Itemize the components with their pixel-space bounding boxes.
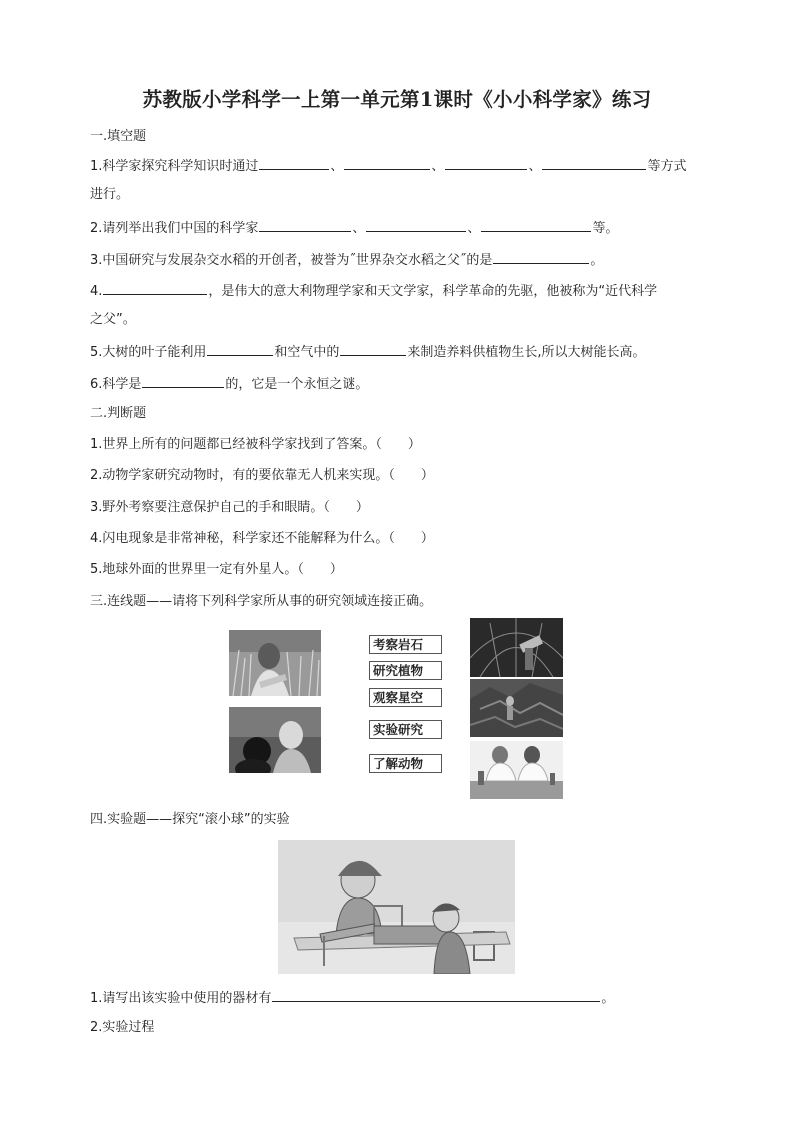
judge-item-5: 5.地球外面的世界里一定有外星人。（ ）	[90, 562, 343, 577]
question-4-1: 1.请写出该实验中使用的器材有 。	[90, 988, 614, 1008]
blank[interactable]	[207, 342, 273, 356]
lab-scientists-photo	[470, 741, 563, 799]
judge-item-1: 1.世界上所有的问题都已经被科学家找到了答案。（ ）	[90, 437, 421, 452]
question-1-5: 5.大树的叶子能利用 和空气中的 来制造养料供植物生长,所以大树能长高。	[90, 342, 646, 362]
question-1-6: 6.科学是 的，它是一个永恒之谜。	[90, 374, 368, 394]
section4-heading: 四.实验题——探究“滚小球”的实验	[90, 812, 290, 827]
question-1-2: 2.请列举出我们中国的科学家 、 、 等。	[90, 218, 618, 238]
judge-item-3: 3.野外考察要注意保护自己的手和眼睛。（ ）	[90, 500, 369, 515]
label-study-animals[interactable]: 了解动物	[369, 754, 442, 773]
rock-cliff-photo	[470, 679, 563, 737]
rolling-ball-illustration	[278, 840, 515, 974]
scientist-rice-photo	[229, 630, 321, 696]
blank[interactable]	[340, 342, 406, 356]
section1-heading: 一.填空题	[90, 129, 147, 144]
label-lab-research[interactable]: 实验研究	[369, 720, 442, 739]
scientist-animal-photo	[229, 707, 321, 773]
blank[interactable]	[445, 156, 527, 170]
page-title: 苏教版小学科学一上第一单元第1课时《小小科学家》练习	[142, 88, 652, 111]
section3-heading: 三.连线题——请将下列科学家所从事的研究领域连接正确。	[90, 594, 433, 609]
blank[interactable]	[272, 988, 600, 1002]
blank[interactable]	[366, 218, 466, 232]
label-observe-stars[interactable]: 观察星空	[369, 688, 442, 707]
question-1-1-cont: 进行。	[90, 187, 130, 202]
label-examine-rocks[interactable]: 考察岩石	[369, 635, 442, 654]
section2-heading: 二.判断题	[90, 406, 147, 421]
blank[interactable]	[493, 250, 589, 264]
question-1-4-cont: 之父”。	[90, 312, 136, 327]
blank[interactable]	[542, 156, 646, 170]
blank[interactable]	[103, 281, 207, 295]
blank[interactable]	[259, 156, 329, 170]
question-1-4: 4. ，是伟大的意大利物理学家和天文学家，科学革命的先驱，他被称为“近代科学	[90, 281, 657, 301]
blank[interactable]	[142, 374, 224, 388]
judge-item-2: 2.动物学家研究动物时，有的要依靠无人机来实现。（ ）	[90, 468, 434, 483]
label-study-plants[interactable]: 研究植物	[369, 661, 442, 680]
blank[interactable]	[344, 156, 430, 170]
judge-item-4: 4.闪电现象是非常神秘，科学家还不能解释为什么。（ ）	[90, 531, 434, 546]
blank[interactable]	[259, 218, 351, 232]
observatory-photo	[470, 618, 563, 677]
blank[interactable]	[481, 218, 591, 232]
question-1-1: 1.科学家探究科学知识时通过 、 、 、 等方式	[90, 156, 686, 176]
question-4-2: 2.实验过程	[90, 1020, 155, 1035]
question-1-3: 3.中国研究与发展杂交水稻的开创者，被誉为˝世界杂交水稻之父˝的是 。	[90, 250, 603, 270]
